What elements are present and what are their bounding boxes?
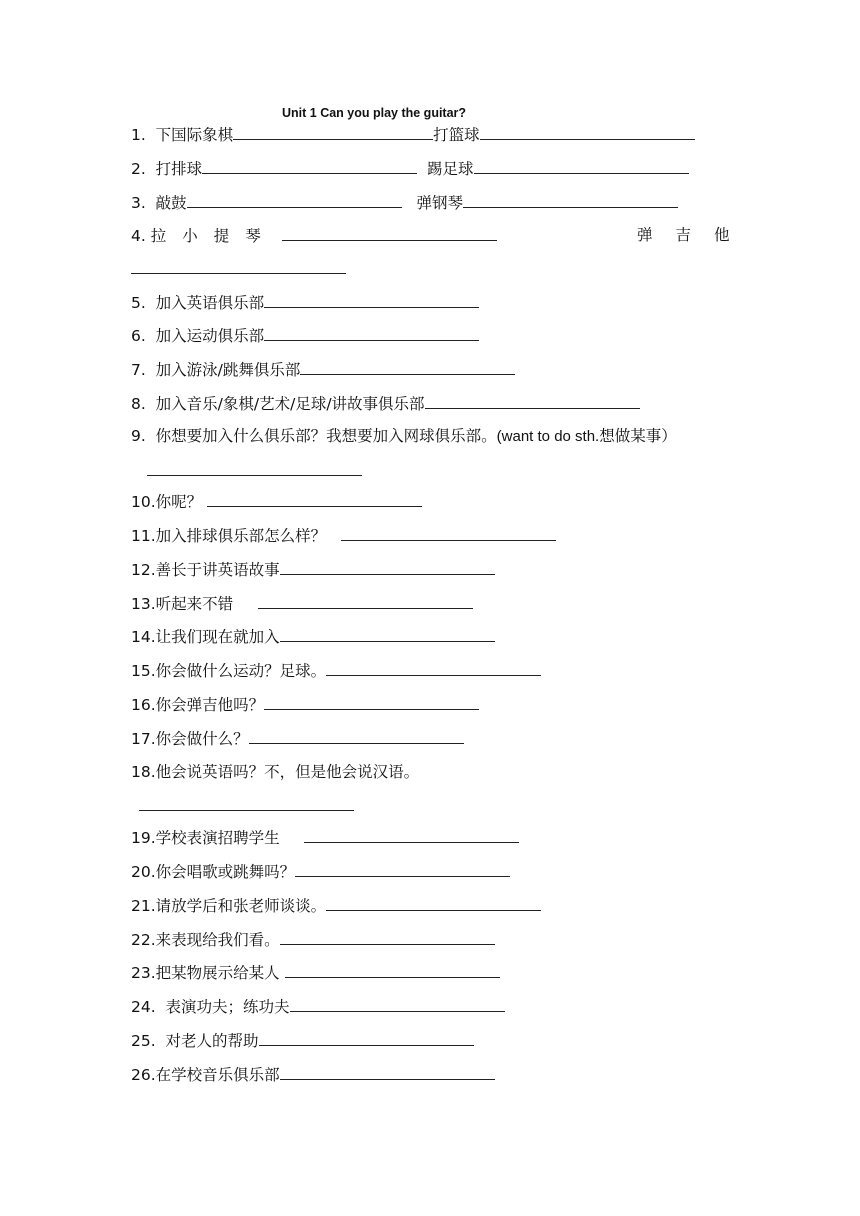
prompt-9: 你想要加入什么俱乐部？我想要加入网球俱乐部。 [155,427,497,445]
answer-blank-25[interactable] [259,1030,474,1046]
answer-blank-6[interactable] [264,325,479,341]
answer-blank-18[interactable] [139,795,354,811]
answer-blank-23[interactable] [285,962,500,978]
prompt-20: 你会唱歌或跳舞吗？ [155,863,296,881]
answer-blank-21[interactable] [326,895,541,911]
answer-blank-12[interactable] [280,559,495,575]
prompt-4a: 拉小提琴 [150,227,277,245]
prompt-17: 你会做什么？ [155,730,249,748]
prompt-24: 表演功夫；练功夫 [165,998,290,1016]
question-23: 23.把某物展示给某人 [131,962,500,983]
answer-blank-2b[interactable] [474,158,689,174]
question-2: 2. 打排球 踢足球 [131,158,689,179]
prompt-26: 在学校音乐俱乐部 [155,1066,280,1084]
question-15: 15.你会做什么运动？足球。 [131,660,541,681]
question-18: 18.他会说英语吗？不，但是他会说汉语。 [131,763,420,781]
prompt-9-english: (want to do sth. [496,428,600,445]
prompt-7: 加入游泳/跳舞俱乐部 [155,361,301,379]
answer-blank-3b[interactable] [463,192,678,208]
answer-blank-1b[interactable] [480,124,695,140]
prompt-22: 来表现给我们看。 [155,931,280,949]
question-4-continued [131,258,346,279]
question-18-continued [139,795,354,816]
page-title: Unit 1 Can you play the guitar? [282,106,467,120]
prompt-21: 请放学后和张老师谈谈。 [155,897,327,915]
answer-blank-10[interactable] [207,491,422,507]
question-16: 16.你会弹吉他吗？ [131,694,479,715]
question-11: 11.加入排球俱乐部怎么样？ [131,525,556,546]
answer-blank-7[interactable] [300,359,515,375]
prompt-3a: 敲鼓 [155,194,187,212]
question-7: 7. 加入游泳/跳舞俱乐部 [131,359,515,380]
answer-blank-17[interactable] [249,728,464,744]
answer-blank-16[interactable] [264,694,479,710]
prompt-1a: 下国际象棋 [155,126,234,144]
prompt-6: 加入运动俱乐部 [155,327,265,345]
question-9: 9. 你想要加入什么俱乐部？我想要加入网球俱乐部。(want to do sth.想做某事） [131,427,677,445]
question-20: 20.你会唱歌或跳舞吗？ [131,861,510,882]
prompt-15: 你会做什么运动？足球。 [155,662,327,680]
question-22: 22.来表现给我们看。 [131,929,495,950]
prompt-14: 让我们现在就加入 [155,628,280,646]
prompt-9-tail: 想做某事） [599,427,677,445]
question-3: 3. 敲鼓 弹钢琴 [131,192,678,213]
question-21: 21.请放学后和张老师谈谈。 [131,895,541,916]
prompt-10: 你呢？ [155,493,203,511]
prompt-13: 听起来不错 [155,595,234,613]
prompt-16: 你会弹吉他吗？ [155,696,265,714]
prompt-8: 加入音乐/象棋/艺术/足球/讲故事俱乐部 [155,395,425,413]
answer-blank-14[interactable] [280,626,495,642]
question-19: 19.学校表演招聘学生 [131,827,519,848]
question-6: 6. 加入运动俱乐部 [131,325,479,346]
question-12: 12.善长于讲英语故事 [131,559,495,580]
prompt-1b: 打篮球 [433,126,480,144]
answer-blank-22[interactable] [280,929,495,945]
answer-blank-15[interactable] [326,660,541,676]
question-4: 4. 拉小提琴 [131,225,731,246]
question-26: 26.在学校音乐俱乐部 [131,1064,495,1085]
answer-blank-20[interactable] [295,861,510,877]
question-5: 5. 加入英语俱乐部 [131,292,479,313]
question-10: 10.你呢？ [131,491,422,512]
prompt-5: 加入英语俱乐部 [155,294,265,312]
prompt-11: 加入排球俱乐部怎么样？ [155,527,327,545]
prompt-23: 把某物展示给某人 [155,964,280,982]
answer-blank-13[interactable] [258,593,473,609]
prompt-4b: 弹吉他 [637,226,753,244]
question-9-continued [147,460,362,481]
answer-blank-5[interactable] [264,292,479,308]
prompt-25: 对老人的帮助 [165,1032,259,1050]
prompt-19: 学校表演招聘学生 [155,829,280,847]
prompt-12: 善长于讲英语故事 [155,561,280,579]
answer-blank-4a[interactable] [282,225,497,241]
question-25: 25. 对老人的帮助 [131,1030,474,1051]
question-24: 24. 表演功夫；练功夫 [131,996,505,1017]
prompt-2a: 打排球 [155,160,203,178]
answer-blank-8[interactable] [425,393,640,409]
answer-blank-1a[interactable] [233,124,433,140]
answer-blank-9[interactable] [147,460,362,476]
answer-blank-24[interactable] [290,996,505,1012]
prompt-2b: 踢足球 [427,160,474,178]
answer-blank-19[interactable] [304,827,519,843]
answer-blank-26[interactable] [280,1064,495,1080]
question-17: 17.你会做什么？ [131,728,464,749]
question-14: 14.让我们现在就加入 [131,626,495,647]
answer-blank-3a[interactable] [187,192,402,208]
answer-blank-2a[interactable] [202,158,417,174]
question-13: 13.听起来不错 [131,593,473,614]
answer-blank-4b[interactable] [131,258,346,274]
prompt-3b: 弹钢琴 [416,194,463,212]
answer-blank-11[interactable] [341,525,556,541]
prompt-18: 他会说英语吗？不，但是他会说汉语。 [155,763,420,781]
question-1: 1. 下国际象棋 打篮球 [131,124,695,145]
question-8: 8. 加入音乐/象棋/艺术/足球/讲故事俱乐部 [131,393,640,414]
